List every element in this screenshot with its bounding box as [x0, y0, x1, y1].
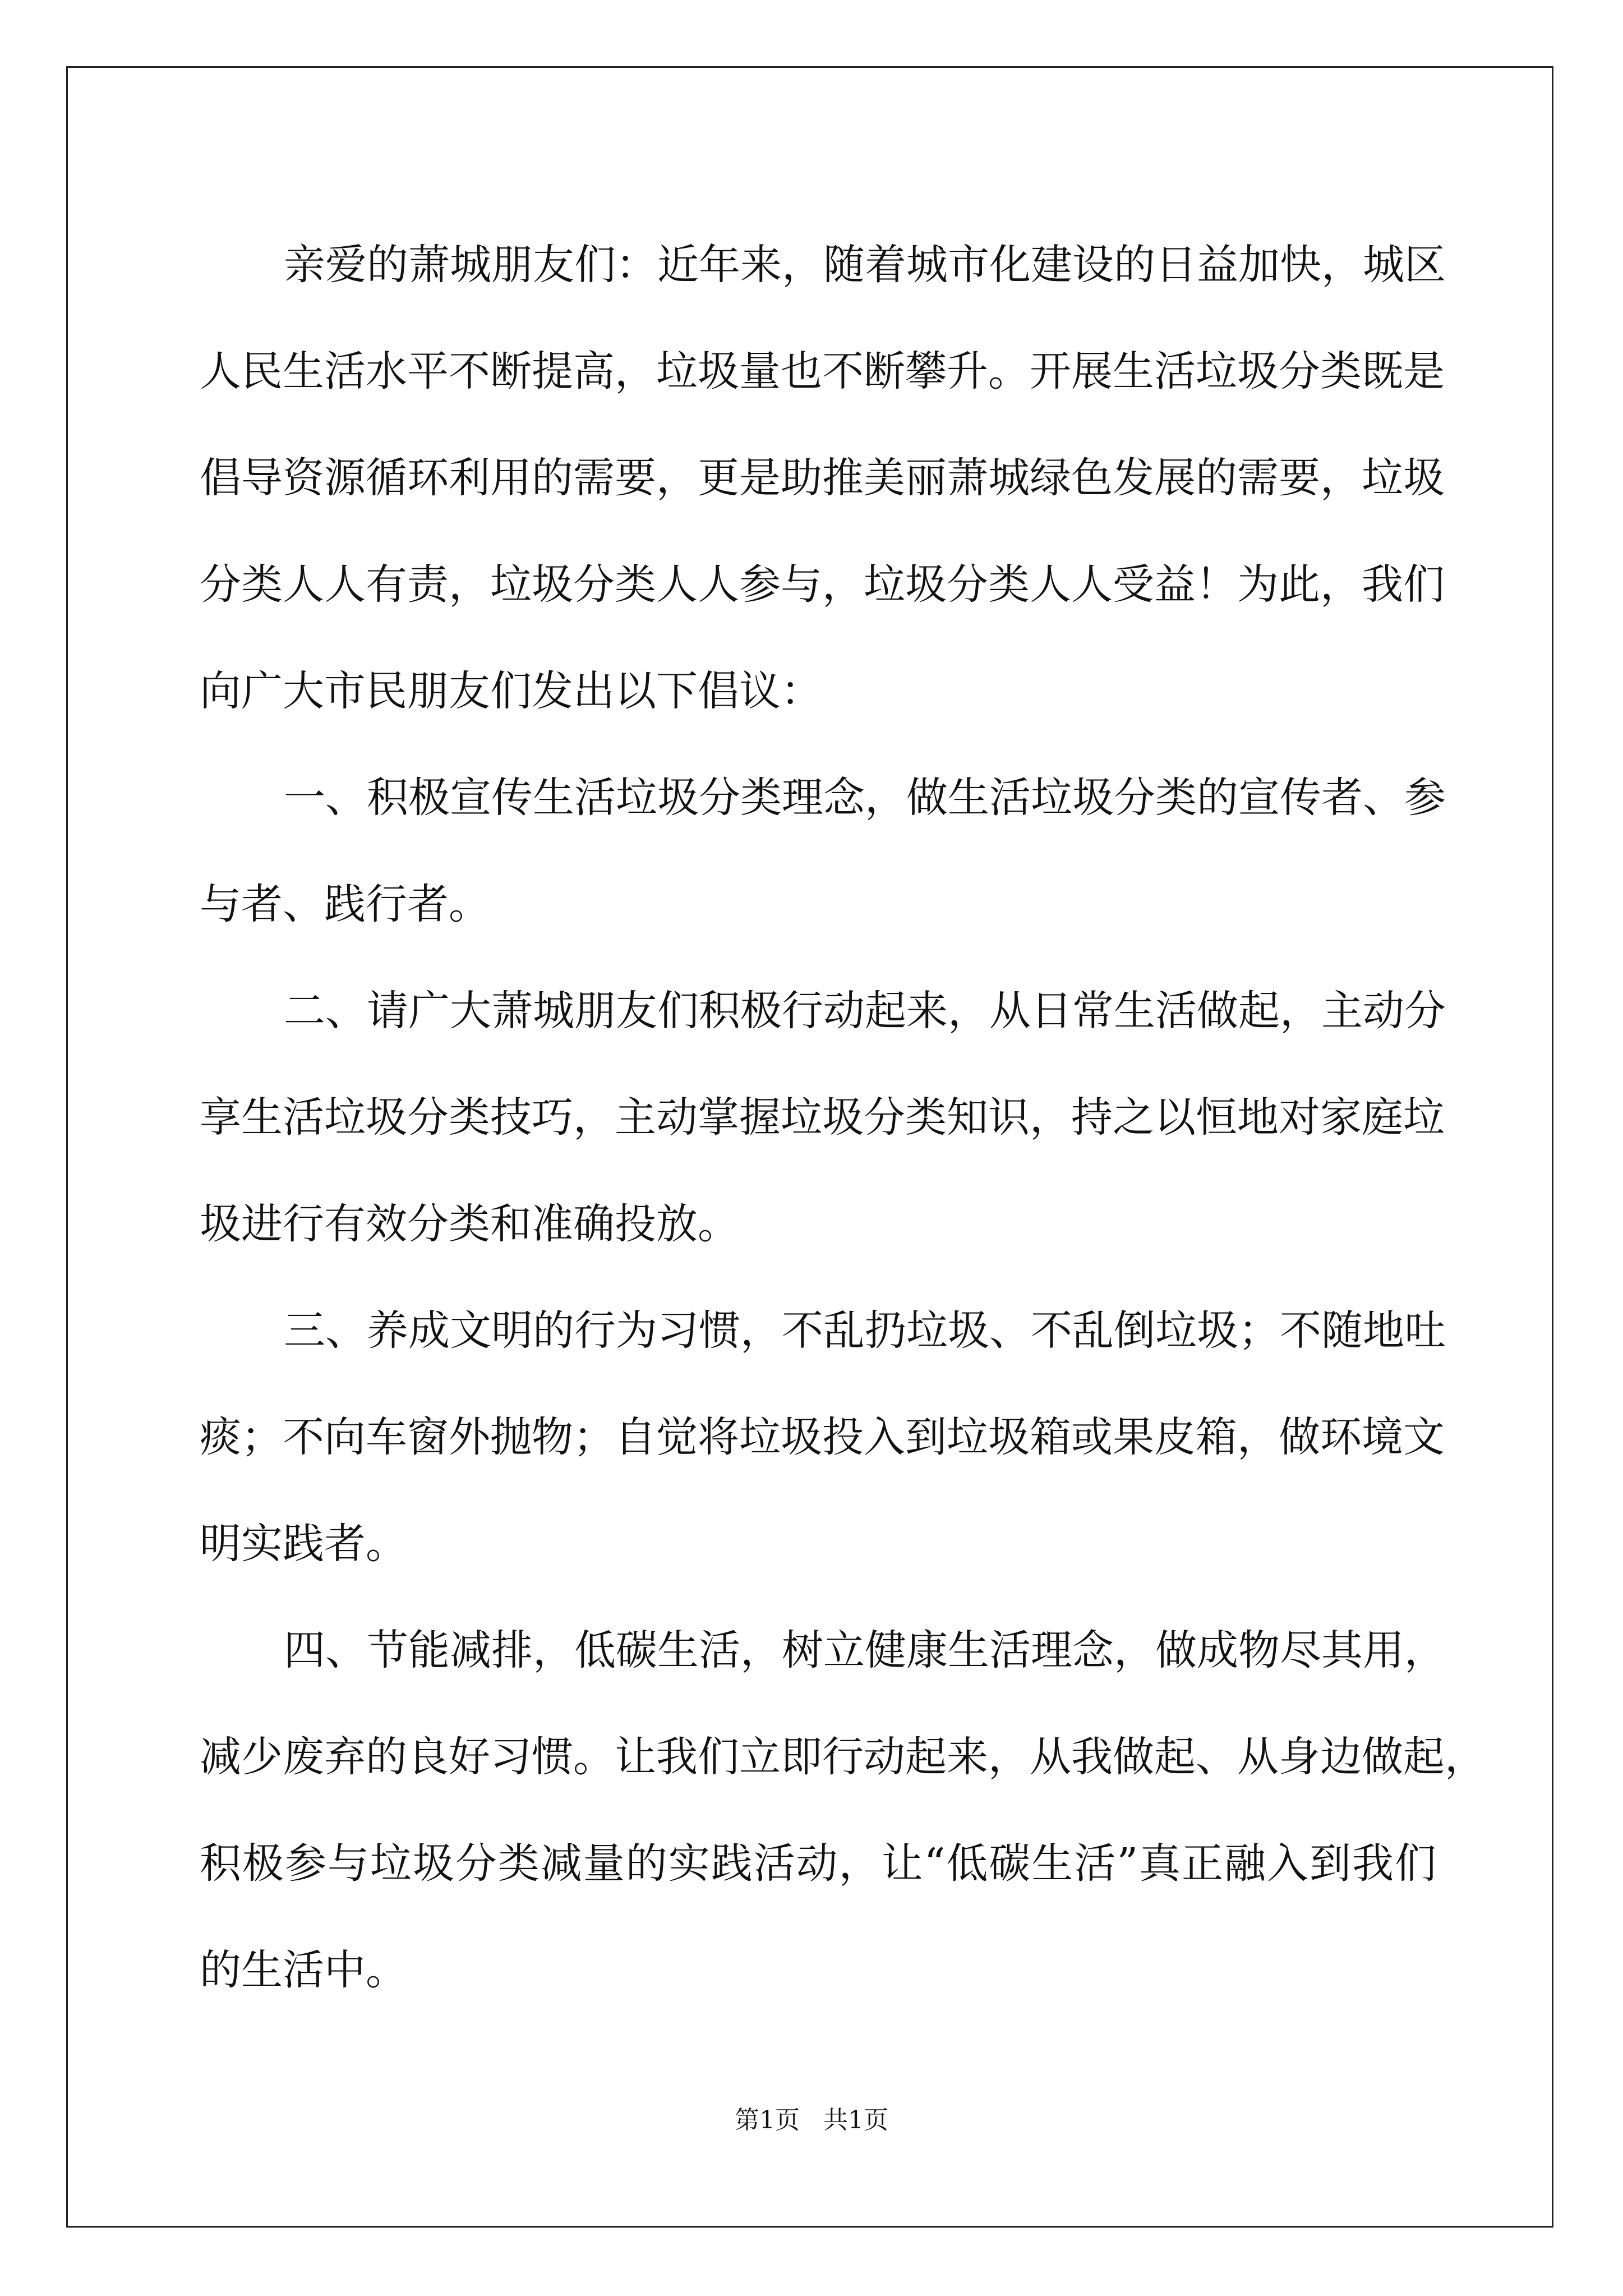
document-body: [200, 211, 1486, 2023]
text-line: 人民生活水平不断提高，垃圾量也不断攀升。开展生活垃圾分类既是: [200, 347, 1445, 395]
text-line: 倡导资源循环利用的需要，更是助推美丽萧城绿色发展的需要，垃圾: [200, 454, 1445, 502]
text-line: 四、节能减排，低碳生活，树立健康生活理念，做成物尽其用，: [284, 1626, 1446, 1674]
text-line: 向广大市民朋友们发出以下倡议：: [200, 667, 822, 715]
paragraph-item-4: [200, 1597, 1486, 2023]
text-line: 一、积极宣传生活垃圾分类理念，做生活垃圾分类的宣传者、参: [284, 774, 1446, 822]
text-line: 享生活垃圾分类技巧，主动掌握垃圾分类知识，持之以恒地对家庭垃: [200, 1093, 1445, 1142]
paragraph-item-1: [200, 744, 1446, 958]
text-line: 分类人人有责，垃圾分类人人参与，垃圾分类人人受益！为此，我们: [200, 560, 1445, 609]
text-line: 二、请广大萧城朋友们积极行动起来，从日常生活做起，主动分: [284, 987, 1446, 1035]
paragraph-greeting: [200, 211, 1446, 744]
text-line: 与者、践行者。: [200, 880, 490, 928]
text-line: 亲爱的萧城朋友们：近年来，随着城市化建设的日益加快，城区: [284, 241, 1446, 289]
paragraph-item-2: [200, 958, 1446, 1277]
text-line: 减少废弃的良好习惯。让我们立即行动起来，从我做起、从身边做起，: [200, 1733, 1486, 1781]
text-line: 的生活中。: [200, 1946, 407, 1994]
text-line: 积极参与垃圾分类减量的实践活动，让“低碳生活”真正融入到我们: [200, 1839, 1436, 1888]
text-line: 圾进行有效分类和准确投放。: [200, 1200, 739, 1248]
text-line: 明实践者。: [200, 1520, 407, 1568]
text-line: 三、养成文明的行为习惯，不乱扔垃圾、不乱倒垃圾；不随地吐: [284, 1306, 1446, 1355]
page-number: 第1页 共1页: [735, 2106, 888, 2134]
text-line: 痰；不向车窗外抛物；自觉将垃圾投入到垃圾箱或果皮箱，做环境文: [200, 1413, 1445, 1461]
paragraph-item-3: [200, 1277, 1446, 1597]
